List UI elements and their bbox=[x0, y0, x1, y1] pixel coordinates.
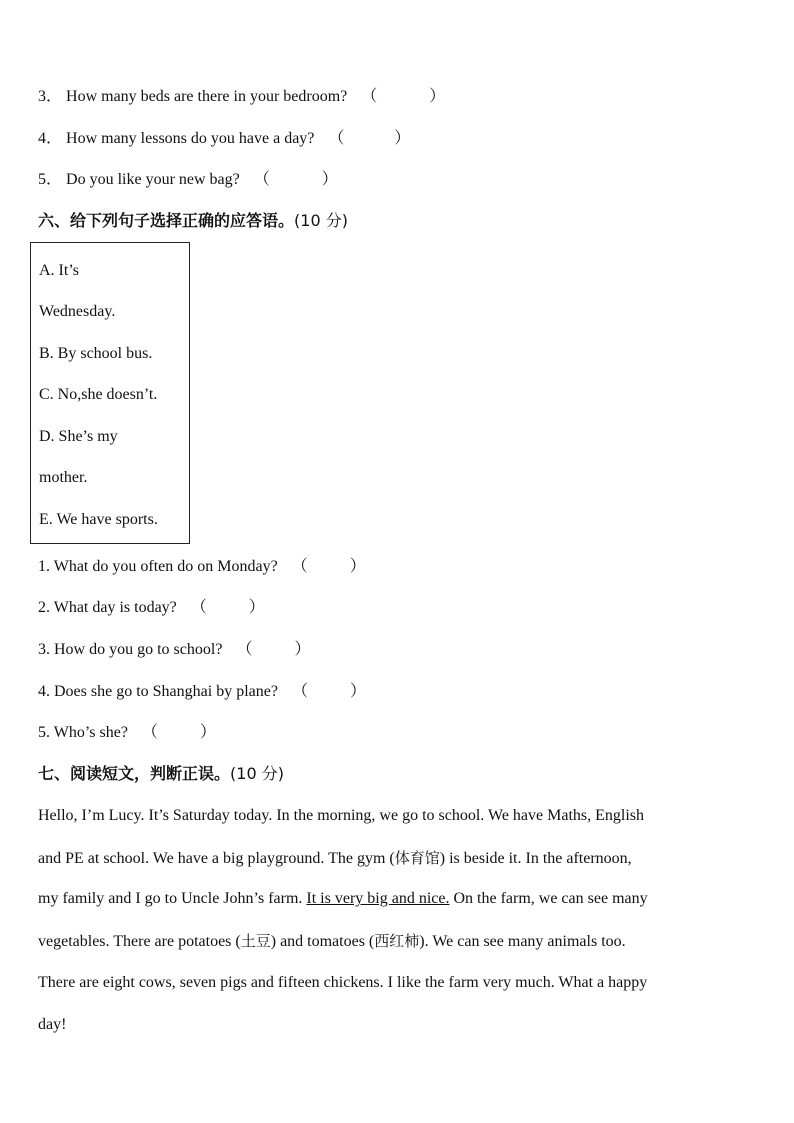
answer-paren-close: ） bbox=[429, 88, 446, 105]
question-text: 3. How do you go to school? bbox=[38, 641, 223, 658]
option-d-line-1: D. She’s my bbox=[39, 428, 118, 445]
answer-paren-close: ） bbox=[248, 599, 265, 616]
answer-options-box bbox=[30, 242, 190, 544]
answer-paren-close: ） bbox=[321, 171, 338, 188]
question-text: 1. What do you often do on Monday? bbox=[38, 558, 278, 575]
option-c: C. No,she doesn’t. bbox=[39, 386, 158, 403]
question-text: Do you like your new bag? bbox=[66, 171, 240, 188]
s6-question-2 bbox=[38, 598, 265, 618]
passage-line-3 bbox=[38, 889, 754, 909]
question-text: How many lessons do you have a day? bbox=[66, 130, 315, 147]
answer-paren-open: （ bbox=[361, 88, 378, 105]
question-text: 5. Who’s she? bbox=[38, 724, 128, 741]
chinese-gloss: 体育馆 bbox=[394, 849, 440, 867]
passage-text: ) is beside it. In the afternoon, bbox=[439, 850, 632, 867]
passage-line-4 bbox=[38, 931, 754, 952]
passage-text: ). We can see many animals too. bbox=[419, 933, 626, 950]
question-text: How many beds are there in your bedroom? bbox=[66, 88, 348, 105]
s6-question-5 bbox=[38, 723, 216, 743]
passage-line-6: day! bbox=[38, 1016, 67, 1033]
answer-paren-close: ） bbox=[349, 558, 366, 575]
passage-line-2 bbox=[38, 848, 754, 869]
s6-question-1 bbox=[38, 557, 366, 577]
question-number: 5． bbox=[38, 171, 63, 188]
answer-paren-close: ） bbox=[349, 683, 366, 700]
question-5 bbox=[38, 170, 338, 190]
passage-text: ) and tomatoes ( bbox=[270, 933, 375, 950]
section-7-title: 七、阅读短文，判断正误。 bbox=[38, 764, 231, 783]
option-d-line-2: mother. bbox=[39, 469, 88, 486]
answer-paren-open: （ bbox=[291, 683, 308, 700]
question-text: 4. Does she go to Shanghai by plane? bbox=[38, 683, 278, 700]
chinese-gloss: 土豆 bbox=[240, 932, 271, 950]
s6-question-3 bbox=[38, 640, 310, 660]
answer-paren-close: ） bbox=[199, 724, 216, 741]
question-4 bbox=[38, 129, 410, 149]
option-b: B. By school bus. bbox=[39, 345, 153, 362]
option-e: E. We have sports. bbox=[39, 511, 158, 528]
answer-paren-open: （ bbox=[328, 130, 345, 147]
question-number: 3． bbox=[38, 88, 63, 105]
answer-paren-close: ） bbox=[394, 130, 411, 147]
option-a-line-2: Wednesday. bbox=[39, 303, 116, 320]
passage-text: and PE at school. We have a big playground. The gym ( bbox=[38, 850, 395, 867]
question-text: 2. What day is today? bbox=[38, 599, 177, 616]
passage-line-1: Hello, I’m Lucy. It’s Saturday today. In the morning, we go to school. We have Maths, English bbox=[38, 807, 645, 824]
passage-line-5: There are eight cows, seven pigs and fifteen chickens. I like the farm very much. What a happy bbox=[38, 974, 648, 991]
option-a-line-1: A. It’s bbox=[39, 262, 79, 279]
answer-paren-open: （ bbox=[291, 558, 308, 575]
section-6-title: 六、给下列句子选择正确的应答语。 bbox=[38, 211, 295, 230]
passage-text: On the farm, we can see many bbox=[449, 890, 648, 907]
passage-text: my family and I go to Uncle John’s farm. bbox=[38, 890, 307, 907]
question-3 bbox=[38, 87, 445, 107]
underlined-sentence: It is very big and nice. bbox=[306, 890, 450, 907]
answer-paren-open: （ bbox=[141, 724, 158, 741]
section-6-score: (10 分) bbox=[294, 211, 348, 230]
section-7-score: (10 分) bbox=[230, 764, 284, 783]
question-number: 4． bbox=[38, 130, 63, 147]
section-6-heading bbox=[38, 211, 348, 231]
passage-text: vegetables. There are potatoes ( bbox=[38, 933, 241, 950]
answer-paren-open: （ bbox=[236, 641, 253, 658]
s6-question-4 bbox=[38, 682, 366, 702]
section-7-heading bbox=[38, 764, 284, 784]
answer-paren-open: （ bbox=[190, 599, 207, 616]
answer-paren-close: ） bbox=[294, 641, 311, 658]
chinese-gloss: 西红柿 bbox=[374, 932, 420, 950]
answer-paren-open: （ bbox=[253, 171, 270, 188]
